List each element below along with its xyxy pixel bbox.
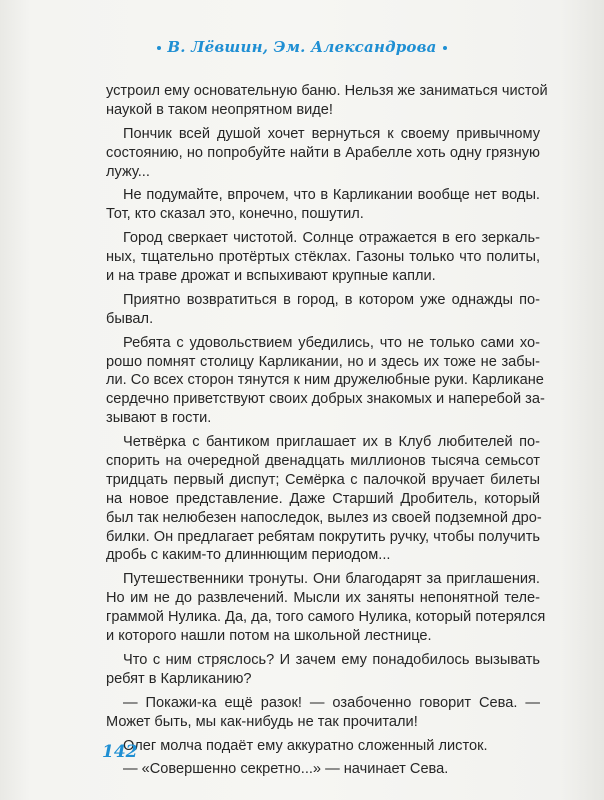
text-line: Олег молча подаёт ему аккуратно сложенный листок. [123,737,488,754]
text-line: Четвёрка с бантиком приглашает их в Клуб любителей по- [123,434,540,451]
text-line: наукой в таком неопрятном виде! [106,101,333,118]
text-line: Но им не до развлечений. Мысли их заняты непонятной теле- [106,590,540,607]
text-line: сердечно приветствуют своих добрых знакомых и наперебой за- [106,391,545,408]
text-line: Может быть, мы как-нибудь не так прочитали! [106,713,418,730]
text-line: Что с ним стряслось? И зачем ему понадобилось вызывать [123,651,540,668]
page-number: 142 [102,742,138,762]
text-line: ных, тщательно протёртых стёклах. Газоны только что политы, [106,249,540,266]
text-line: на новое представление. Даже Старший Дробитель, который [106,490,540,507]
bullet-dot-left [157,46,161,50]
text-line: ли. Со всех сторон тянутся к ним дружелюбные руки. Карликане [106,372,544,389]
text-line: — «Совершенно секретно...» — начинает Сева. [123,761,449,778]
text-line: билки. Он предлагает ребятам покрутить ручку, чтобы получить [106,528,540,545]
text-line: Ребята с удовольствием убедились, что не только сами хо- [123,334,540,351]
text-line: зывают в гости. [106,410,212,427]
text-line: тридцать первый диспут; Семёрка с палочкой вручает билеты [106,471,540,488]
text-line: Город сверкает чистотой. Солнце отражается в его зеркаль- [123,230,540,247]
text-line: состоянию, но попробуйте найти в Арабелле хоть одну грязную [106,144,540,161]
text-line: Путешественники тронуты. Они благодарят за приглашения. [123,571,540,588]
text-line: бывал. [106,310,154,327]
text-line: лужу... [106,163,150,180]
text-line: граммой Нулика. Да, да, того самого Нулика, который потерялся [106,609,546,626]
text-line: дробь с каким-то длиннющим периодом... [106,547,391,564]
text-line: Пончик всей душой хочет вернуться к своему привычному [123,125,540,142]
running-head [0,38,604,56]
text-line: рошо помнят столицу Карликании, но и здесь их тоже не забы- [106,353,540,370]
text-line: Тот, кто сказал это, конечно, пошутил. [106,206,364,223]
body-text [106,82,548,779]
text-line: и на траве дрожат и вспыхивают крупные капли. [106,268,436,285]
text-line: спорить на очередной двенадцать миллионов тысяча семьсот [106,453,540,470]
bullet-dot-right [443,46,447,50]
text-line: Не подумайте, впрочем, что в Карликании вообще нет воды. [123,187,540,204]
text-line: — Покажи-ка ещё разок! — озабоченно говорит Сева. — [123,694,540,711]
text-line: был так нелюбезен напоследок, вылез из своей подземной дро- [106,509,542,526]
running-title: В. Лёвшин, Эм. Александрова [167,38,437,56]
text-line: и которого нашли потом на школьной лестнице. [106,628,432,645]
text-line: ребят в Карликанию? [106,670,252,687]
text-line: Приятно возвратиться в город, в котором уже однажды по- [123,291,540,308]
text-line: устроил ему основательную баню. Нельзя же заниматься чистой [106,83,548,99]
